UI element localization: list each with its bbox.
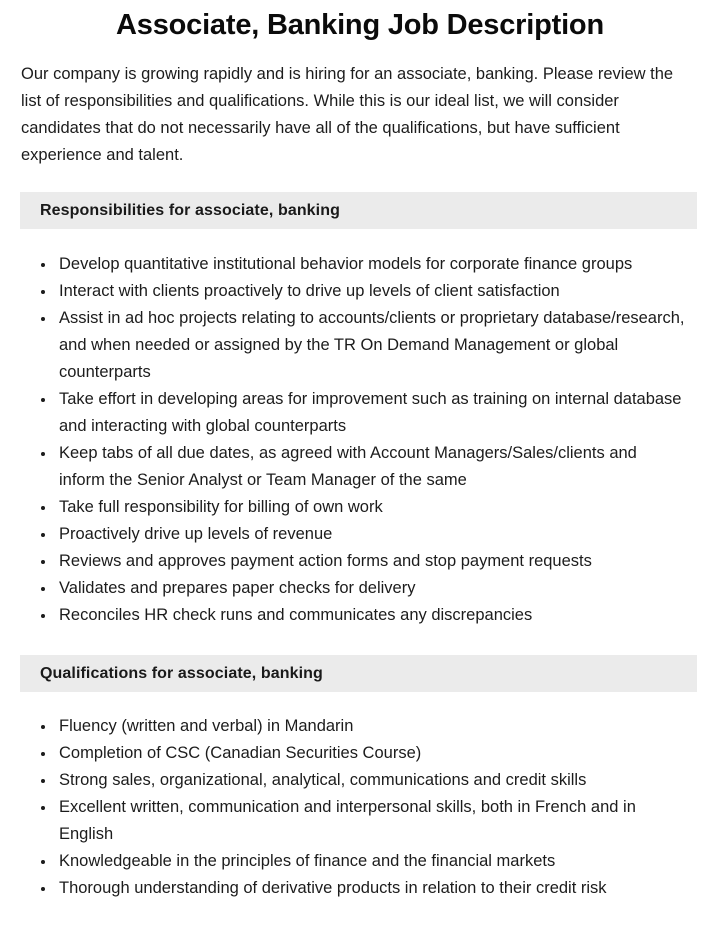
list-item: Reviews and approves payment action forms and stop payment requests [0,548,720,575]
section-heading-qualifications: Qualifications for associate, banking [40,664,323,682]
list-item: Proactively drive up levels of revenue [0,521,720,548]
list-item: Take effort in developing areas for improvement such as training on internal database and interacting with global counterparts [0,386,720,440]
qualifications-list [0,713,720,902]
list-item: Assist in ad hoc projects relating to accounts/clients or proprietary database/research, and when needed or assigned by the TR On Demand Management or global counterparts [0,305,720,386]
section-responsibilities [0,192,720,629]
list-item: Keep tabs of all due dates, as agreed with Account Managers/Sales/clients and inform the Senior Analyst or Team Manager of the same [0,440,720,494]
list-item: Take full responsibility for billing of own work [0,494,720,521]
list-item: Strong sales, organizational, analytical, communications and credit skills [0,767,720,794]
list-item: Fluency (written and verbal) in Mandarin [0,713,720,740]
section-heading-responsibilities: Responsibilities for associate, banking [40,201,340,219]
section-header-bar-responsibilities [20,192,697,229]
page-title: Associate, Banking Job Description [116,9,604,41]
list-item: Excellent written, communication and interpersonal skills, both in French and in English [0,794,720,848]
list-item: Knowledgeable in the principles of finance and the financial markets [0,848,720,875]
intro-paragraph: Our company is growing rapidly and is hiring for an associate, banking. Please review the list of responsibilities and qualifications. While this is our ideal list, we will consider candidates that do not necessarily have all of the qualifications, but have sufficient experience and talent. [21,65,674,164]
section-qualifications [0,655,720,902]
list-item: Validates and prepares paper checks for delivery [0,575,720,602]
list-item: Reconciles HR check runs and communicates any discrepancies [0,602,720,629]
list-item: Interact with clients proactively to drive up levels of client satisfaction [0,278,720,305]
responsibilities-list [0,251,720,629]
list-item: Completion of CSC (Canadian Securities Course) [0,740,720,767]
list-item: Develop quantitative institutional behavior models for corporate finance groups [0,251,720,278]
list-item: Thorough understanding of derivative products in relation to their credit risk [0,875,720,902]
section-header-bar-qualifications [20,655,697,692]
